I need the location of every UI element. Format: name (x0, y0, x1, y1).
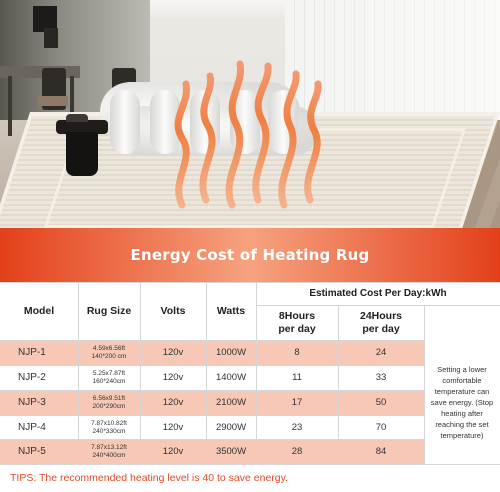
cell-model: NJP-2 (18, 372, 46, 383)
size-cm: 160*240cm (92, 377, 126, 385)
header-model: Model (23, 304, 55, 317)
heat-waves-icon (0, 0, 500, 228)
header-rug-size: Rug Size (86, 304, 132, 317)
size-ft: 7.87x13.12ft (91, 444, 127, 451)
size-ft: 6.56x9.51ft (92, 395, 126, 402)
cell-model: NJP-3 (18, 397, 46, 408)
cell-24hours: 84 (375, 446, 387, 457)
cell-watts: 1000W (215, 347, 247, 358)
cell-8hours: 11 (292, 372, 302, 383)
cell-24hours: 50 (375, 397, 387, 408)
cell-rug-size (78, 365, 140, 390)
cell-model: NJP-5 (18, 446, 46, 457)
grid-line (0, 282, 500, 283)
cell-model: NJP-1 (18, 347, 46, 358)
cell-watts: 3500W (215, 446, 247, 457)
page-title: Energy Cost of Heating Rug (130, 246, 370, 264)
tips-text: TIPS: The recommended heating level is 40 to save energy. (10, 472, 289, 484)
energy-cost-table (0, 282, 500, 465)
size-cm: 240*400cm (92, 451, 126, 459)
cell-8hours: 8 (294, 347, 300, 358)
cell-volts: 120v (162, 446, 184, 457)
cell-watts: 2900W (215, 422, 247, 433)
header-volts: Volts (160, 304, 186, 317)
cell-watts: 2100W (215, 397, 247, 408)
cell-8hours: 28 (291, 446, 303, 457)
cell-volts: 120v (162, 347, 184, 358)
cell-24hours: 33 (375, 372, 387, 383)
cell-rug-size (78, 340, 140, 365)
size-ft: 5.25x7.87ft (92, 370, 126, 377)
cell-volts: 120v (162, 397, 184, 408)
cell-model: NJP-4 (18, 422, 46, 433)
size-ft: 4.59x6.56ft (92, 345, 126, 352)
cell-rug-size (78, 390, 140, 415)
cell-8hours: 17 (291, 397, 303, 408)
cell-volts: 120v (162, 422, 184, 433)
cell-watts: 1400W (215, 372, 247, 383)
room-photo (0, 0, 500, 228)
header-estimated-cost: Estimated Cost Per Day:kWh (256, 282, 500, 306)
size-cm: 140*200 cm (91, 352, 127, 360)
size-cm: 240*330cm (92, 427, 126, 435)
cell-24hours: 24 (375, 347, 387, 358)
cell-8hours: 23 (291, 422, 303, 433)
header-8hours: 8Hours per day (278, 310, 316, 335)
size-ft: 7.87x10.82ft (91, 420, 127, 427)
header-24hours: 24Hours per day (359, 310, 402, 335)
grid-line (0, 439, 424, 440)
cell-volts: 120v (162, 372, 184, 383)
size-cm: 200*290cm (92, 402, 126, 410)
energy-saving-note: Setting a lower comfortable temperature can save energy. (Stop heating after reaching the set temperature) (430, 365, 494, 440)
cell-rug-size (78, 439, 140, 464)
cell-rug-size (78, 415, 140, 440)
header-watts: Watts (216, 304, 246, 317)
title-banner (0, 228, 500, 282)
cell-24hours: 70 (375, 422, 387, 433)
